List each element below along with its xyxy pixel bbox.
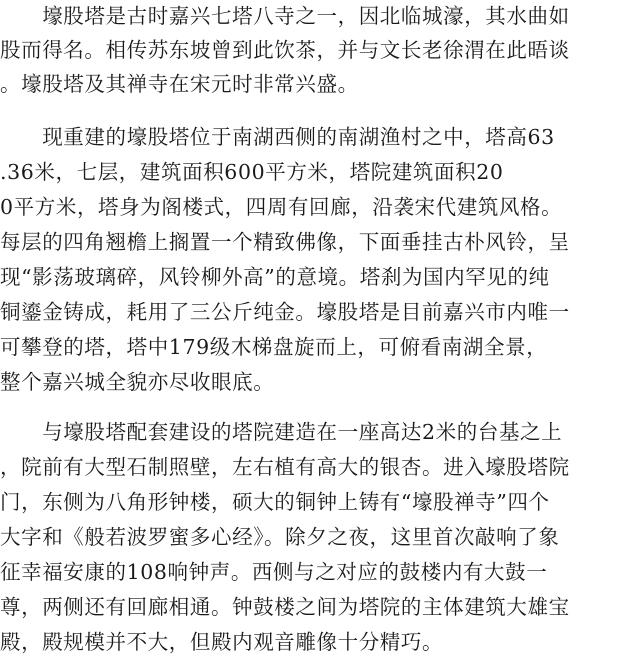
paragraph-2-line-6: 铜鎏金铸成，耗用了三公斤纯金。壕股塔是目前嘉兴市内唯一	[0, 300, 570, 324]
paragraph-2-line-5: 现“影荡玻璃碎，风铃柳外高”的意境。塔刹为国内罕见的纯	[0, 265, 550, 289]
paragraph-3-line-3: 门，东侧为八角形钟楼，硕大的铜钟上铸有“壕股禅寺”四个	[0, 490, 550, 514]
paragraph-2-line-8: 整个嘉兴城全貌亦尽收眼底。	[0, 370, 275, 394]
paragraph-2-line-1: 现重建的壕股塔位于南湖西侧的南湖渔村之中，塔高63	[0, 125, 555, 149]
paragraph-3-line-2: ，院前有大型石制照壁，左右植有高大的银杏。进入壕股塔院	[0, 455, 570, 479]
paragraph-3-line-7: 殿，殿规模并不大，但殿内观音雕像十分精巧。	[0, 630, 444, 654]
paragraph-3-line-4: 大字和《般若波罗蜜多心经》。除夕之夜，这里首次敲响了象	[0, 525, 560, 549]
paragraph-3-line-5: 征幸福安康的108响钟声。西侧与之对应的鼓楼内有大鼓一	[0, 560, 548, 584]
paragraph-2-line-7: 可攀登的塔，塔中179级木梯盘旋而上，可俯看南湖全景，	[0, 335, 548, 359]
paragraph-3-line-6: 尊，两侧还有回廊相通。钟鼓楼之间为塔院的主体建筑大雄宝	[0, 595, 570, 619]
paragraph-2-line-4: 每层的四角翘檐上搁置一个精致佛像，下面垂挂古朴风铃，呈	[0, 230, 570, 254]
paragraph-2-line-2: .36米，七层，建筑面积600平方米，塔院建筑面积20	[0, 160, 504, 184]
paragraph-3-line-1: 与壕股塔配套建设的塔院建造在一座高达2米的台基之上	[0, 420, 563, 444]
paragraph-2-line-3: 0平方米，塔身为阁楼式，四周有回廊，沿袭宋代建筑风格。	[0, 195, 563, 219]
paragraph-1-line-3: 。壕股塔及其禅寺在宋元时非常兴盛。	[0, 72, 359, 96]
paragraph-1-line-1: 壕股塔是古时嘉兴七塔八寺之一，因北临城濠，其水曲如	[0, 4, 570, 28]
paragraph-1-line-2: 股而得名。相传苏东坡曾到此饮茶，并与文长老徐渭在此晤谈	[0, 38, 570, 62]
